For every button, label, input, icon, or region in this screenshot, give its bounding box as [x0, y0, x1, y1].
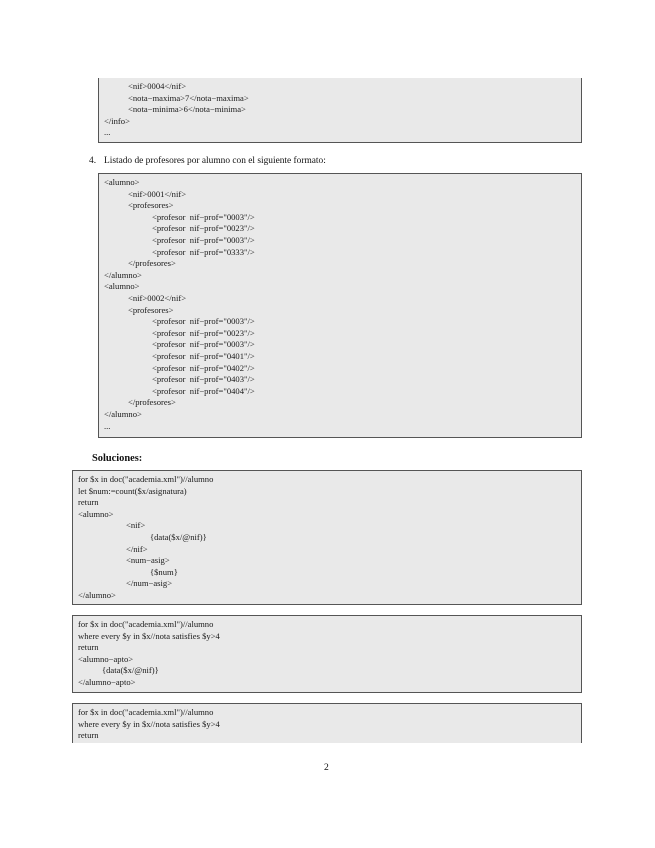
code-line: let $num:=count($x/asignatura): [78, 485, 187, 496]
code-line: </alumno>: [104, 269, 142, 280]
code-line: {data($x/@nif)}: [150, 532, 207, 542]
code-line: </profesores>: [128, 397, 176, 408]
code-line: </alumno>: [104, 409, 142, 419]
code-line: {data($x/@nif)}: [102, 665, 159, 676]
list-item-number: 4.: [89, 156, 97, 166]
code-line: </profesores>: [128, 258, 176, 269]
code-block-profesores: [98, 173, 582, 438]
code-line: <profesores>: [128, 200, 174, 211]
code-line: <profesor nif−prof="0023"/>: [152, 327, 255, 338]
code-line: for $x in doc("academia.xml")//alumno: [78, 707, 214, 717]
code-line: for $x in doc("academia.xml")//alumno: [78, 619, 214, 629]
code-line: <profesor nif−prof="0003"/>: [152, 339, 255, 350]
code-line: <profesor nif−prof="0023"/>: [152, 223, 255, 234]
code-line: </info>: [104, 115, 130, 126]
code-line: <profesor nif−prof="0003"/>: [152, 235, 255, 245]
code-line: <profesor nif−prof="0402"/>: [152, 362, 255, 373]
code-block-solution-1: [72, 470, 582, 605]
code-line: <num−asig>: [126, 555, 170, 566]
code-line: <nota−minima>6</nota−minima>: [128, 104, 246, 115]
code-line: <alumno>: [78, 508, 114, 519]
code-line: <profesor nif−prof="0003"/>: [152, 316, 255, 327]
code-block-info: [98, 78, 582, 143]
code-line: ...: [104, 420, 111, 431]
code-line: <nota−maxima>7</nota−maxima>: [128, 92, 249, 103]
code-line: <nif>0004</nif>: [128, 81, 187, 91]
code-line: </alumno>: [78, 590, 116, 600]
code-line: <profesor nif−prof="0333"/>: [152, 246, 255, 257]
code-line: <nif>0001</nif>: [128, 188, 187, 199]
code-line: return: [78, 730, 99, 741]
code-line: <profesor nif−prof="0403"/>: [152, 374, 255, 385]
code-block-solution-3: [72, 703, 582, 743]
code-line: where every $y in $x//nota satisfies $y>4: [78, 630, 220, 641]
code-line: {$num}: [150, 566, 178, 577]
code-line: return: [78, 497, 99, 508]
code-line: <profesor nif−prof="0003"/>: [152, 211, 255, 222]
code-line: ...: [104, 127, 111, 138]
code-line: </nif>: [126, 543, 148, 554]
code-line: <alumno−apto>: [78, 653, 134, 664]
code-line: for $x in doc("academia.xml")//alumno: [78, 474, 214, 484]
page-number: 2: [324, 762, 329, 773]
code-line: return: [78, 642, 99, 653]
solutions-heading: Soluciones:: [92, 453, 143, 464]
code-line: <profesor nif−prof="0401"/>: [152, 351, 255, 361]
code-block-solution-2: [72, 615, 582, 693]
code-line: <profesores>: [128, 304, 174, 315]
code-line: </alumno−apto>: [78, 677, 136, 687]
code-line: <alumno>: [104, 281, 140, 292]
code-line: <nif>0002</nif>: [128, 293, 187, 303]
list-item-text: Listado de profesores por alumno con el siguiente formato:: [104, 156, 326, 166]
code-line: <nif>: [126, 520, 146, 531]
code-line: <profesor nif−prof="0404"/>: [152, 385, 255, 396]
code-line: where every $y in $x//nota satisfies $y>4: [78, 718, 220, 729]
code-line: </num−asig>: [126, 578, 173, 589]
code-line: <alumno>: [104, 177, 140, 187]
